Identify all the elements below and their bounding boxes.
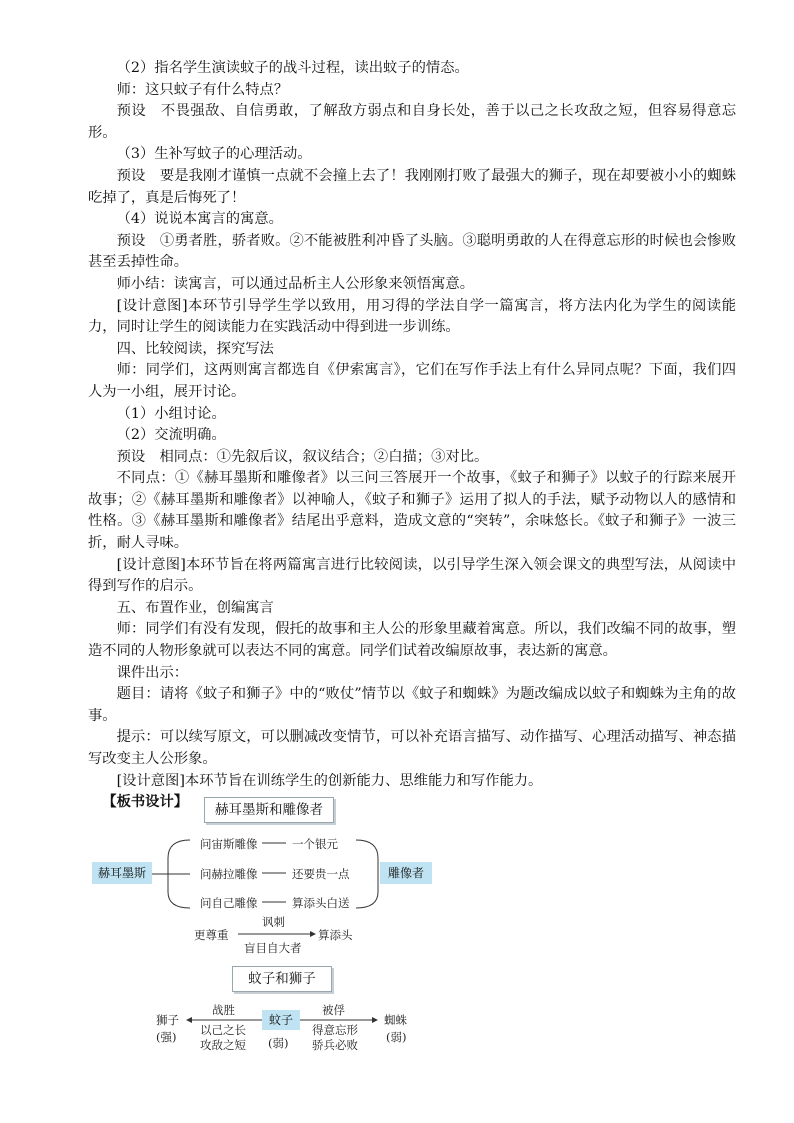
diagram2-center-under: (弱) [268,1036,289,1050]
diagram2-title: 蚊子和狮子 [232,966,332,992]
diagram2-left-mid-1: 以己之长 [200,1023,246,1037]
paragraph: （2）指名学生演读蚊子的战斗过程，读出蚊子的情态。 [116,60,469,76]
diagram1-question-1: 问宙斯雕像 [200,837,258,851]
diagram2-right-top: 被俘 [322,1003,345,1017]
paragraph: 师小结：读寓言，可以通过品析主人公形象来领悟寓意。 [116,275,475,292]
paragraph: 课件出示： [116,664,189,681]
diagram1-bottom-under: 盲目自大者 [244,941,302,955]
diagram1-answer-1: 一个银元 [292,837,338,851]
paragraph: 四、比较阅读，探究写法 [116,340,274,357]
diagram2-right-end: 蜘蛛 [384,1013,407,1027]
document-body [88,58,736,814]
diagram1-question-3: 问自己雕像 [200,896,258,910]
paragraph: [设计意图]本环节旨在训练学生的创新能力、思维能力和写作能力。 [116,772,543,789]
diagram2-right-end-sub: (弱) [386,1030,407,1044]
diagram1-bottom-right: 算添头 [318,928,353,942]
paragraph: 预设 相同点：①先叙后议，叙议结合；②白描；③对比。 [116,448,489,465]
paragraph: 师：同学们，这两则寓言都选自《伊索寓言》，它们在写作手法上有什么异同点呢？下面，我们四人为一小组，展开讨论。 [88,362,736,400]
diagram2-left-end-sub: (强) [156,1030,177,1044]
diagram1-question-2: 问赫拉雕像 [200,867,258,881]
paragraph: [设计意图]本环节引导学生学以致用，用习得的学法自学一篇寓言，将方法内化为学生的阅读能力，同时让学生的阅读能力在实践活动中得到进一步训练。 [88,297,736,336]
diagram1-answer-3: 算添头白送 [292,896,350,910]
board-design-heading: 【板书设计】 [102,794,189,811]
paragraph: （4）说说本寓言的寓意。 [116,211,283,228]
diagram1-left-chip: 赫耳墨斯 [92,862,152,884]
paragraph: （1）小组讨论。 [116,405,226,422]
paragraph: 题目：请将《蚊子和狮子》中的“败仗”情节以《蚊子和蜘蛛》为题改编成以蚊子和蜘蛛为主角的故事。 [88,686,736,724]
paragraph: 提示：可以续写原文，可以删减改变情节，可以补充语言描写、动作描写、心理活动描写、神态描写改变主人公形象。 [88,729,736,767]
paragraph: 师：这只蚊子有什么特点？ [116,81,289,98]
diagram2-left-top: 战胜 [212,1003,235,1017]
diagram2-right-mid-2: 骄兵必败 [312,1038,358,1052]
diagram1-right-chip: 雕像者 [380,862,432,884]
diagram2-left-end: 狮子 [156,1013,179,1027]
diagram2-right-mid-1: 得意忘形 [312,1023,358,1037]
diagram1-answer-2: 还要贵一点 [292,867,350,881]
diagram2-center-chip: 蚊子 [262,1010,300,1030]
diagram1-bottom-left: 更尊重 [194,928,229,942]
paragraph: 预设 不畏强敌、自信勇敢，了解敌方弱点和自身长处，善于以己之长攻敌之短，但容易得意忘形。 [88,103,736,141]
paragraph: 师：同学们有没有发现，假托的故事和主人公的形象里藏着寓意。所以，我们改编不同的故事，塑造不同的人物形象就可以表达不同的寓意。同学们试着改编原故事，表达新的寓意。 [88,621,736,660]
paragraph: （3）生补写蚊子的心理活动。 [116,146,312,163]
diagram1-bottom-top: 讽刺 [262,915,285,929]
paragraph: 不同点：①《赫耳墨斯和雕像者》以三问三答展开一个故事，《蚊子和狮子》以蚊子的行踪来展开故事；②《赫耳墨斯和雕像者》以神喻人，《蚊子和狮子》运用了拟人的手法，赋予动物以人的感情和性格。③《赫耳墨斯和雕像者》结尾出乎意料，造成文意的“突转”，余味悠长。《蚊子和狮子》一波三折，耐人寻味。 [88,470,736,552]
paragraph: （2）交流明确。 [116,427,226,444]
paragraph: 预设 ①勇者胜，骄者败。②不能被胜利冲昏了头脑。③聪明勇敢的人在得意忘形的时候也会惨败甚至丢掉性命。 [88,232,736,271]
paragraph: 五、布置作业，创编寓言 [116,599,274,616]
paragraph: 预设 要是我刚才谨慎一点就不会撞上去了！我刚刚打败了最强大的狮子，现在却要被小小的蜘蛛吃掉了，真是后悔死了！ [88,167,736,206]
diagram1-title: 赫耳墨斯和雕像者 [204,797,334,823]
paragraph: [设计意图]本环节旨在将两篇寓言进行比较阅读，以引导学生深入领会课文的典型写法，从阅读中得到写作的启示。 [88,556,736,595]
diagram2-left-mid-2: 攻敌之短 [200,1038,246,1052]
